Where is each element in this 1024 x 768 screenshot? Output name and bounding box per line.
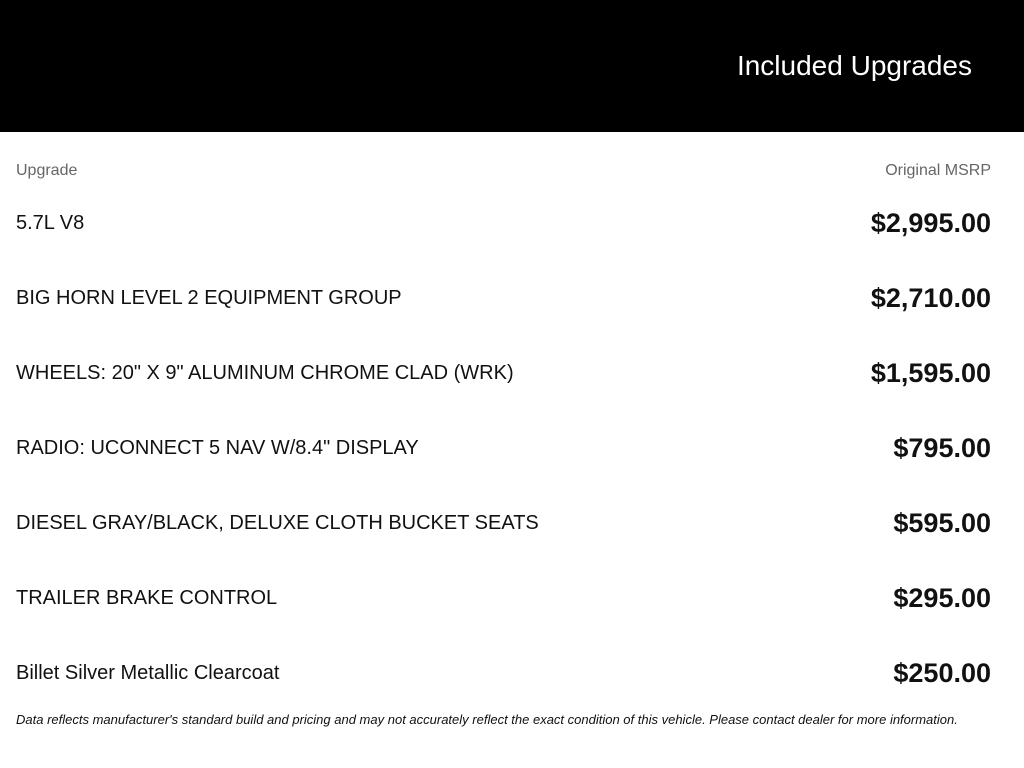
list-item xyxy=(16,197,991,272)
disclaimer-text: Data reflects manufacturer's standard build and pricing and may not accurately reflect the exact condition of this vehicle. Please contact dealer for more information. xyxy=(16,712,958,727)
upgrade-price: $2,995.00 xyxy=(870,208,991,238)
upgrade-name: DIESEL GRAY/BLACK, DELUXE CLOTH BUCKET SEATS xyxy=(16,512,539,534)
upgrade-name: TRAILER BRAKE CONTROL xyxy=(16,587,278,609)
column-headers xyxy=(16,161,991,181)
list-item xyxy=(16,497,991,572)
list-item xyxy=(16,347,991,422)
column-header-msrp: Original MSRP xyxy=(885,162,991,179)
upgrade-name: 5.7L V8 xyxy=(16,212,85,234)
list-item xyxy=(16,422,991,497)
upgrades-list xyxy=(16,197,991,722)
upgrade-name: Billet Silver Metallic Clearcoat xyxy=(16,662,280,684)
list-item xyxy=(16,647,991,722)
header-banner xyxy=(0,0,1024,132)
upgrade-price: $250.00 xyxy=(893,658,991,688)
list-item xyxy=(16,272,991,347)
upgrade-name: BIG HORN LEVEL 2 EQUIPMENT GROUP xyxy=(16,287,402,309)
list-item xyxy=(16,572,991,647)
upgrade-name: WHEELS: 20" X 9" ALUMINUM CHROME CLAD (WRK) xyxy=(16,362,514,384)
page-title: Included Upgrades xyxy=(736,50,972,81)
upgrade-price: $595.00 xyxy=(893,508,991,538)
upgrade-name: RADIO: UCONNECT 5 NAV W/8.4" DISPLAY xyxy=(16,437,419,459)
column-header-upgrade: Upgrade xyxy=(16,162,78,179)
upgrade-price: $295.00 xyxy=(893,583,991,613)
upgrade-price: $1,595.00 xyxy=(870,358,991,388)
upgrade-price: $2,710.00 xyxy=(870,283,991,313)
upgrade-price: $795.00 xyxy=(893,433,991,463)
